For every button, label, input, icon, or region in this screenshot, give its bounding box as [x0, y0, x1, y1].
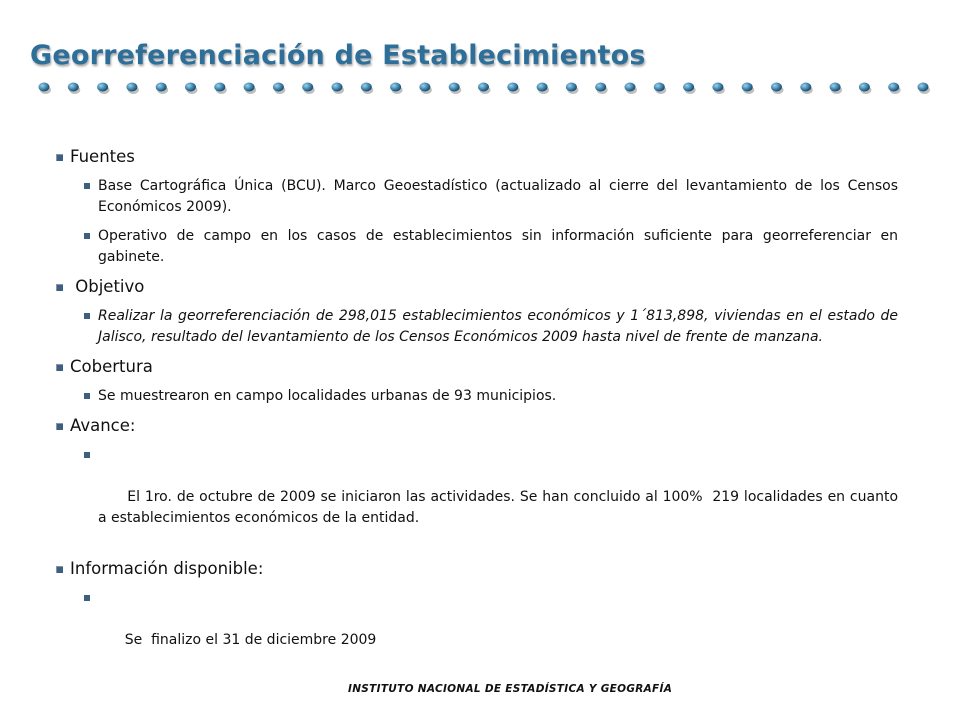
section-heading: Cobertura: [70, 357, 153, 376]
square-bullet-icon: [56, 423, 63, 430]
section-heading: Fuentes: [70, 147, 135, 166]
decorative-dot: [712, 83, 723, 92]
section-avance: [56, 415, 903, 550]
page-title: Georreferenciación de Establecimientos: [30, 40, 646, 71]
decorative-dot: [97, 83, 108, 92]
square-bullet-icon: [84, 595, 90, 601]
decorative-dot: [859, 83, 870, 92]
decorative-dot: [419, 83, 430, 92]
institution-footer: INSTITUTO NACIONAL DE ESTADÍSTICA Y GEOGRAFÍA: [348, 683, 673, 695]
decorative-dot: [478, 83, 489, 92]
section-fuentes: [56, 146, 898, 268]
list-item: Se muestrearon en campo localidades urbanas de 93 municipios.: [84, 386, 898, 407]
square-bullet-icon: [84, 452, 90, 458]
decorative-dot: [39, 83, 50, 92]
decorative-dot: [68, 83, 79, 92]
content-area: [56, 146, 903, 680]
square-bullet-icon: [84, 313, 90, 319]
section-heading: Información disponible:: [70, 559, 264, 578]
decorative-dot: [566, 83, 577, 92]
section-informacion: [56, 558, 898, 672]
decorative-dot: [918, 83, 929, 92]
decorative-dot: [361, 83, 372, 92]
decorative-dot: [302, 83, 313, 92]
decorative-dot: [537, 83, 548, 92]
square-bullet-icon: [84, 233, 90, 239]
decorative-dot: [507, 83, 518, 92]
decorative-dot: [390, 83, 401, 92]
decorative-dot: [625, 83, 636, 92]
decorative-dot: [244, 83, 255, 92]
square-bullet-icon: [56, 364, 63, 371]
decorative-dot: [449, 83, 460, 92]
decorative-dot: [156, 83, 167, 92]
list-item: Base Cartográfica Única (BCU). Marco Geoestadístico (actualizado al cierre del levantamiento de los Censos Económicos 2009).: [84, 176, 898, 218]
decorative-dot: [273, 83, 284, 92]
decorative-dot: [654, 83, 665, 92]
section-objetivo: [56, 276, 898, 348]
section-heading: Avance:: [70, 416, 136, 435]
decorative-dot: [185, 83, 196, 92]
square-bullet-icon: [56, 284, 63, 291]
section-cobertura: [56, 356, 898, 407]
decorative-dot: [830, 83, 841, 92]
list-item: Se finalizo el 31 de diciembre 2009: [84, 588, 898, 672]
decorative-dot: [214, 83, 225, 92]
square-bullet-icon: [56, 566, 63, 573]
decorative-dot: [771, 83, 782, 92]
decorative-dot: [888, 83, 899, 92]
decorative-dot: [800, 83, 811, 92]
section-heading: Objetivo: [70, 277, 145, 296]
list-item: Operativo de campo en los casos de establecimientos sin información suficiente para georreferenciar en gabinete.: [84, 226, 898, 268]
decorative-dot: [683, 83, 694, 92]
decorative-dot: [595, 83, 606, 92]
decorative-dot: [742, 83, 753, 92]
square-bullet-icon: [84, 393, 90, 399]
list-item: El 1ro. de octubre de 2009 se iniciaron las actividades. Se han concluido al 100% 219 localidades en cuanto a establecimientos económicos de la entidad.: [84, 445, 898, 550]
square-bullet-icon: [56, 154, 63, 161]
list-item: Realizar la georreferenciación de 298,015 establecimientos económicos y 1´813,898, viviendas en el estado de Jalisco, resultado del levantamiento de los Censos Económicos 2009 hasta nivel de frente de manzana.: [84, 306, 898, 348]
decorative-dot: [126, 83, 137, 92]
square-bullet-icon: [84, 183, 90, 189]
decorative-dot: [332, 83, 343, 92]
decorative-dot-row: [34, 78, 934, 98]
